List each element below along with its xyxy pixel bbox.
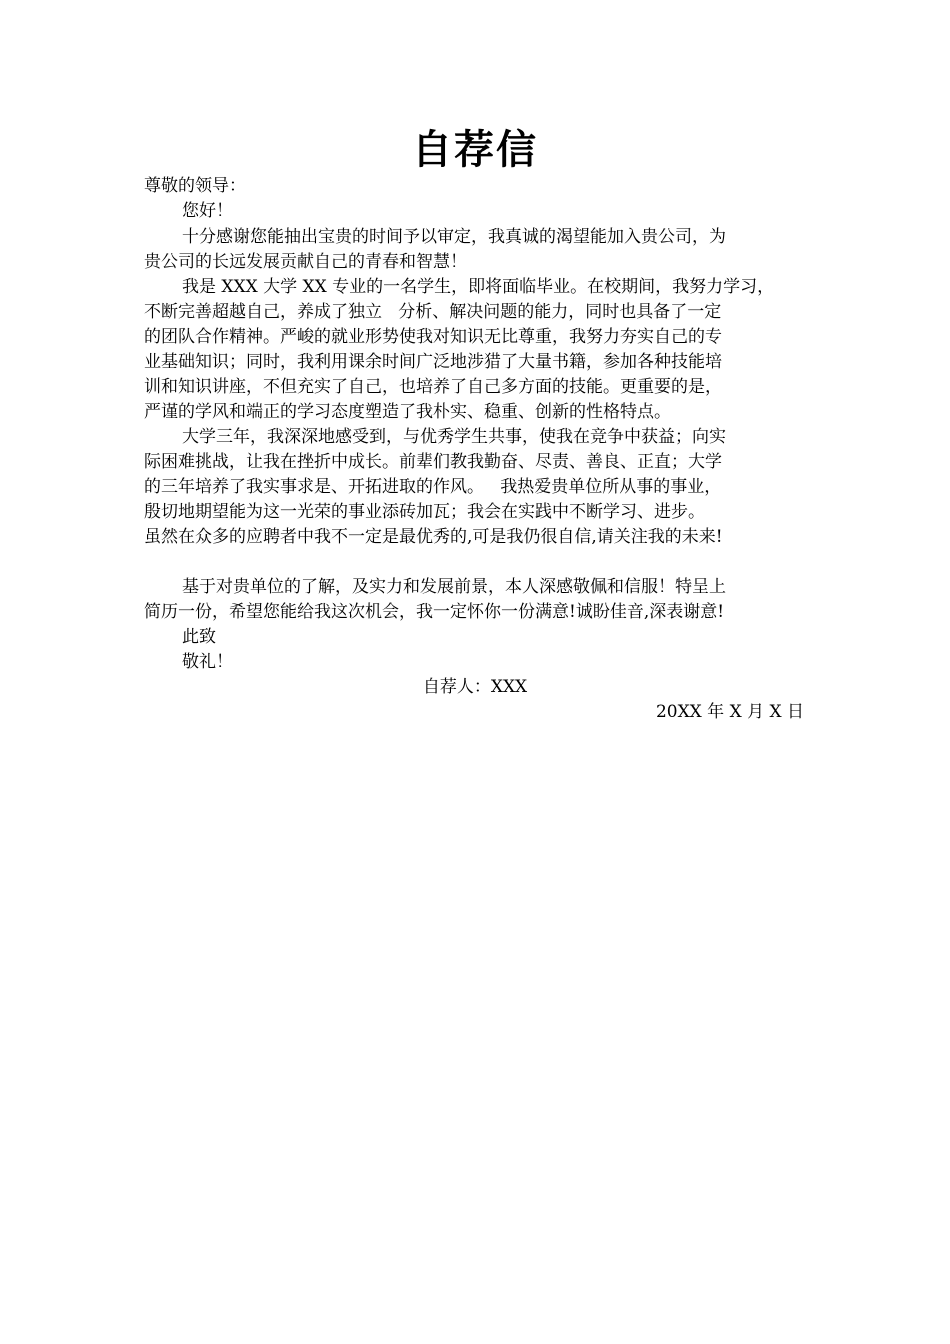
closing-line: 敬礼！ xyxy=(182,652,233,672)
closing-line: 此致 xyxy=(182,627,216,647)
body-line: 的三年培养了我实事求是、开拓进取的作风。 我热爱贵单位所从事的事业， xyxy=(144,477,722,497)
body-line: 殷切地期望能为这一光荣的事业添砖加瓦；我会在实践中不断学习、进步。 xyxy=(144,502,705,522)
body-line: 训和知识讲座，不但充实了自己，也培养了自己多方面的技能。更重要的是， xyxy=(144,377,722,397)
body-line: 基于对贵单位的了解，及实力和发展前景，本人深感敬佩和信服！特呈上 xyxy=(182,577,726,597)
body-line: 贵公司的长远发展贡献自己的青春和智慧！ xyxy=(144,252,467,272)
body-line: 大学三年，我深深地感受到，与优秀学生共事，使我在竞争中获益；向实 xyxy=(182,427,726,447)
body-line: 际困难挑战，让我在挫折中成长。前辈们教我勤奋、尽责、善良、正直；大学 xyxy=(144,452,722,472)
body-line: 不断完善超越自己，养成了独立 分析、解决问题的能力，同时也具备了一定 xyxy=(144,302,722,322)
body-line: 的团队合作精神。严峻的就业形势使我对知识无比尊重，我努力夯实自己的专 xyxy=(144,327,722,347)
salutation: 尊敬的领导： xyxy=(144,176,246,196)
greeting: 您好！ xyxy=(182,201,233,221)
body-line: 严谨的学风和端正的学习态度塑造了我朴实、稳重、创新的性格特点。 xyxy=(144,402,671,422)
body-line: 我是 XXX 大学 XX 专业的一名学生，即将面临毕业。在校期间，我努力学习， xyxy=(182,277,775,297)
signature: 自荐人：XXX xyxy=(422,677,528,697)
body-line: 十分感谢您能抽出宝贵的时间予以审定，我真诚的渴望能加入贵公司，为 xyxy=(182,227,726,247)
body-line: 业基础知识；同时，我利用课余时间广泛地涉猎了大量书籍，参加各种技能培 xyxy=(144,352,722,372)
date: 20XX 年 X 月 X 日 xyxy=(655,702,804,722)
letter-title: 自荐信 xyxy=(412,127,538,173)
body-line: 简历一份，希望您能给我这次机会，我一定怀你一份满意!诚盼佳音,深表谢意! xyxy=(144,602,725,622)
body-line: 虽然在众多的应聘者中我不一定是最优秀的,可是我仍很自信,请关注我的未来! xyxy=(144,527,723,547)
